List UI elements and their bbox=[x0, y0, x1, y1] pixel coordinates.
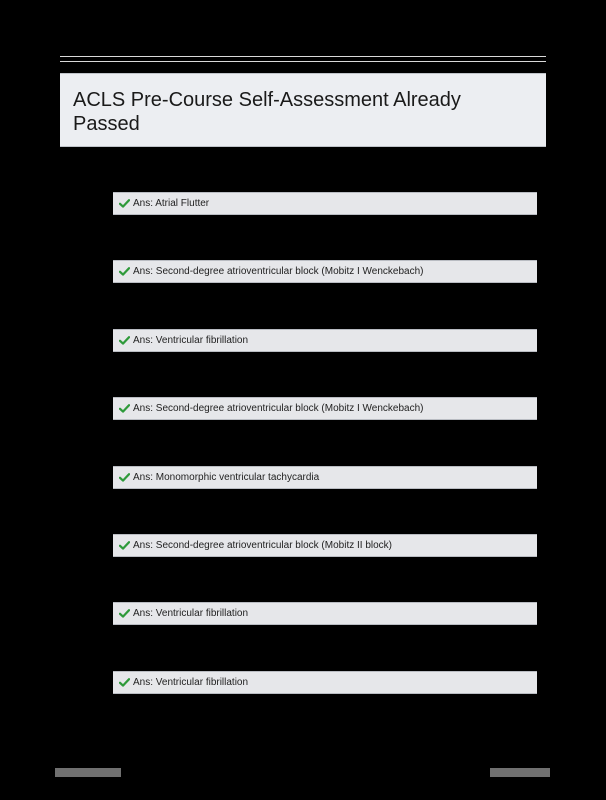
answer-text: Ans: Atrial Flutter bbox=[133, 198, 210, 209]
answer-box bbox=[113, 329, 537, 352]
answer-box bbox=[113, 602, 537, 625]
top-divider bbox=[60, 56, 546, 62]
answer-box bbox=[113, 534, 537, 557]
answer-box bbox=[113, 192, 537, 215]
page-title: ACLS Pre-Course Self-Assessment Already Passed bbox=[73, 89, 461, 135]
checkmark-icon bbox=[118, 677, 130, 689]
answer-text: Ans: Second-degree atrioventricular block (Mobitz I Wenckebach) bbox=[133, 403, 424, 414]
answer-box bbox=[113, 397, 537, 420]
checkmark-icon bbox=[118, 472, 130, 484]
answer-box bbox=[113, 466, 537, 489]
answer-box bbox=[113, 671, 537, 694]
answer-text: Ans: Ventricular fibrillation bbox=[133, 608, 249, 619]
checkmark-icon bbox=[118, 198, 130, 210]
answer-text: Ans: Second-degree atrioventricular block (Mobitz I Wenckebach) bbox=[133, 266, 424, 277]
answer-text: Ans: Ventricular fibrillation bbox=[133, 335, 249, 346]
answer-text: Ans: Second-degree atrioventricular block (Mobitz II block) bbox=[133, 540, 393, 551]
footer-right-blurred bbox=[490, 768, 550, 777]
answer-text: Ans: Ventricular fibrillation bbox=[133, 677, 249, 688]
checkmark-icon bbox=[118, 403, 130, 415]
answer-box bbox=[113, 260, 537, 283]
footer-left-blurred bbox=[55, 768, 121, 777]
title-box bbox=[60, 73, 546, 147]
checkmark-icon bbox=[118, 540, 130, 552]
checkmark-icon bbox=[118, 608, 130, 620]
answer-text: Ans: Monomorphic ventricular tachycardia bbox=[133, 472, 320, 483]
checkmark-icon bbox=[118, 266, 130, 278]
checkmark-icon bbox=[118, 335, 130, 347]
